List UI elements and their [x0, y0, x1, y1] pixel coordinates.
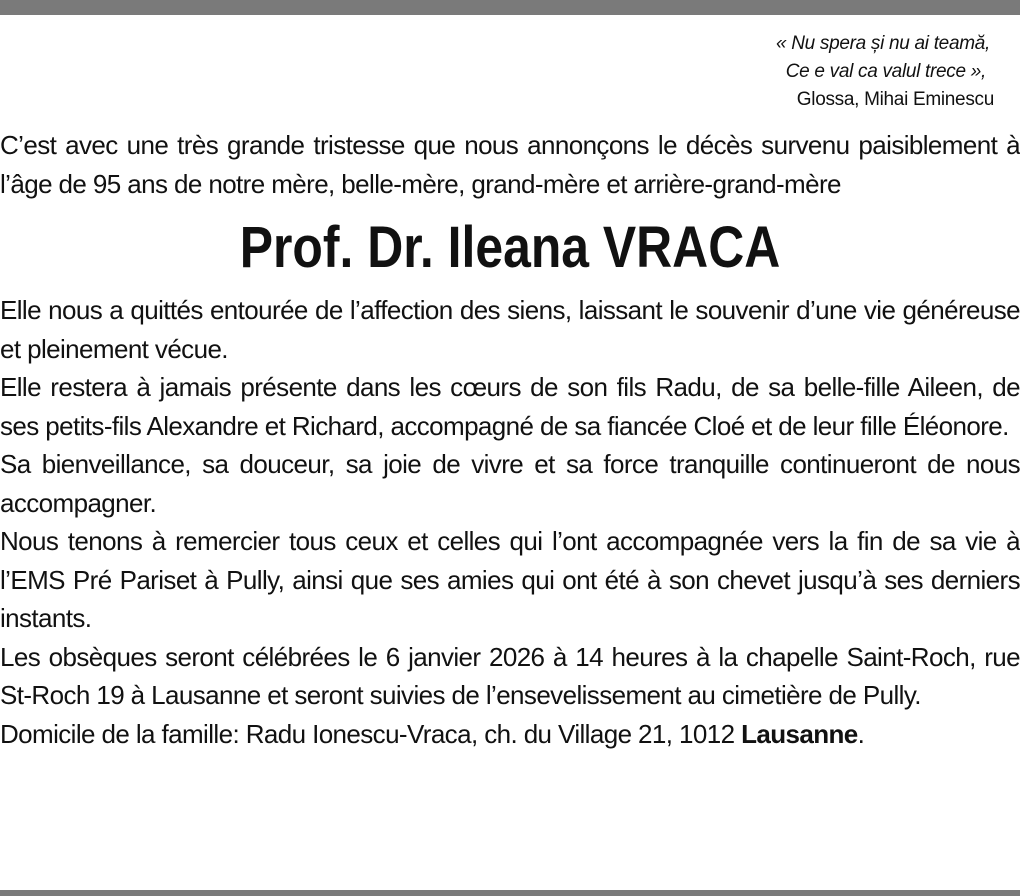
paragraph-bienveillance: Sa bienveillance, sa douceur, sa joie de vivre et sa force tranquille continueront de nous accompagner. [0, 449, 1020, 518]
paragraph-domicile [0, 715, 1020, 754]
deceased-name: Prof. Dr. Ileana VRACA [239, 215, 781, 280]
domicile-text: Domicile de la famille: Radu Ionescu-Vraca, ch. du Village 21, 1012 [0, 718, 742, 749]
paragraph-obseques: Les obsèques seront célébrées le 6 janvier 2026 à 14 heures à la chapelle Saint-Roch, rue St-Roch 19 à Lausanne et seront suivies de l’ensevelissement au cimetière de Pully. [0, 641, 1020, 710]
epigraph-source: Glossa, Mihai Eminescu [796, 89, 994, 110]
epigraph-line-2: Ce e val ca valul trece », [785, 61, 986, 82]
intro-paragraph: C’est avec une très grande tristesse que nous annonçons le décès survenu paisiblement à l’âge de 95 ans de notre mère, belle-mère, grand-mère et arrière-grand-mère [0, 130, 1020, 199]
paragraph-famille: Elle restera à jamais présente dans les cœurs de son fils Radu, de sa belle-fille Aileen, de ses petits-fils Alexandre et Richard, accompagné de sa fiancée Cloé et de leur fille Éléonore. [0, 372, 1020, 441]
obituary-body [0, 126, 1020, 753]
top-rule [0, 0, 1020, 15]
epigraph [574, 30, 994, 114]
bottom-rule [0, 890, 1020, 896]
domicile-end: . [857, 718, 865, 749]
epigraph-line-1: « Nu spera și nu ai teamă, [776, 33, 990, 54]
paragraph-remerciements: Nous tenons à remercier tous ceux et celles qui l’ont accompagnée vers la fin de sa vie à l’EMS Pré Pariset à Pully, ainsi que ses amies qui ont été à son chevet jusqu’à ses derniers instants. [0, 526, 1020, 633]
paragraph-souvenir: Elle nous a quittés entourée de l’affection des siens, laissant le souvenir d’une vie généreuse et pleinement vécue. [0, 295, 1020, 364]
domicile-city: Lausanne [741, 718, 858, 749]
